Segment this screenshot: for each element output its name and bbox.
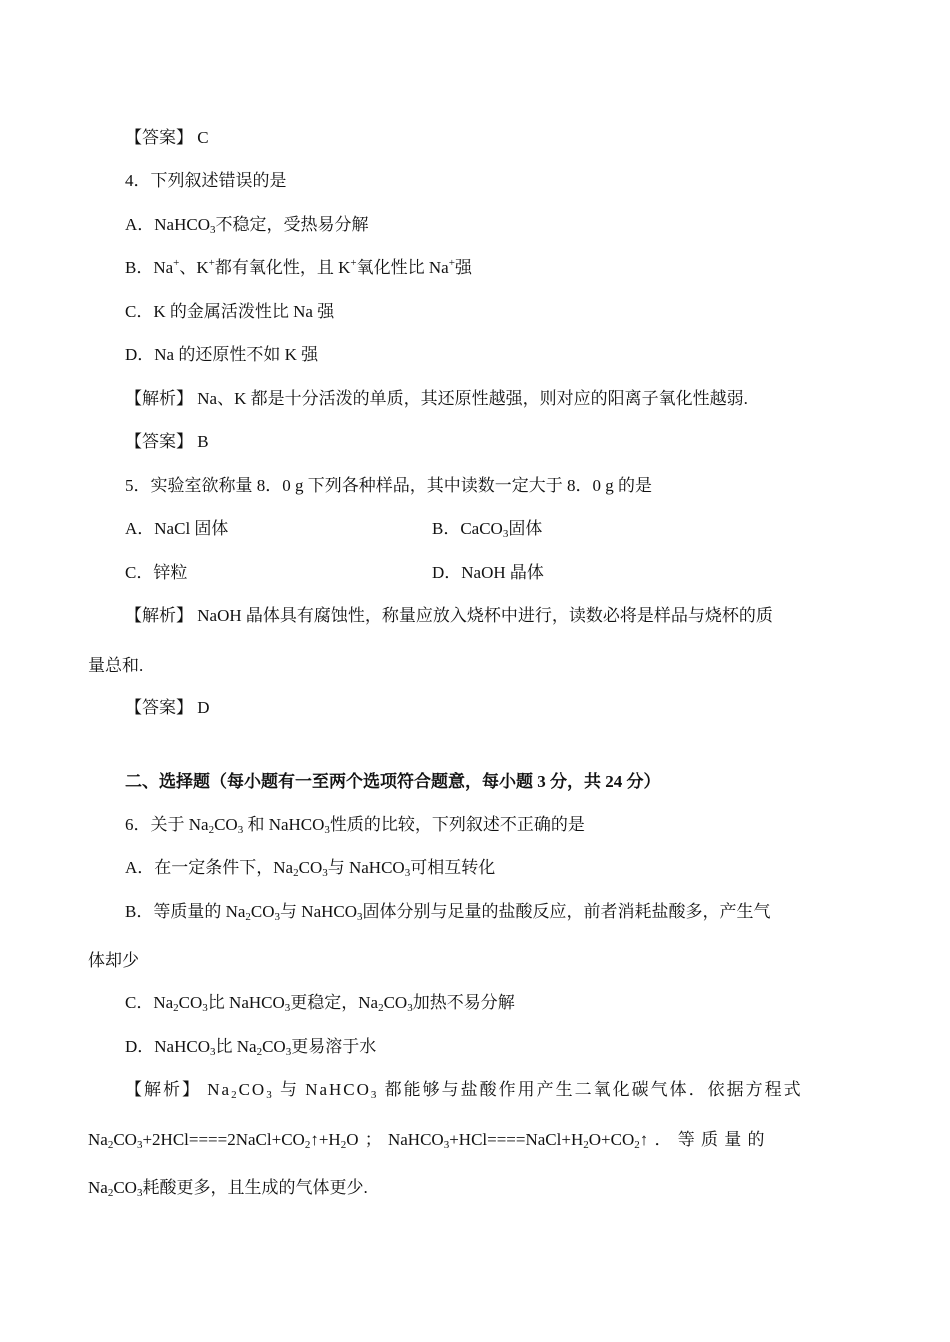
q5-option-b: B．CaCO$_3$固体 <box>432 519 543 540</box>
q5-stem: 5．实验室欲称量 8．0 g 下列各种样品，其中读数一定大于 8．0 g 的是 <box>125 476 652 495</box>
q6-analysis-line2: $Na_2CO_3+2HCl====2NaCl+CO_2↑+H_2O$ ； $NaHCO_3+HCl====NaCl+H_2O+CO_2↑$ ． 等 质 量 的 <box>88 1130 765 1151</box>
q4-option-a: A．NaHCO$_3$不稳定，受热易分解 <box>125 215 369 236</box>
q4-analysis: 【解析】 Na、K 都是十分活泼的单质，其还原性越强，则对应的阳离子氧化性越弱. <box>125 389 748 408</box>
q6-option-b-line2: 体却少 <box>88 951 139 970</box>
q6-option-c: C．$Na_2CO_3$比 NaHCO$_3$更稳定，$Na_2CO_3$加热不易分解 <box>125 993 515 1014</box>
q6-stem: 6．关于 $Na_2CO_3$ 和 NaHCO$_3$性质的比较，下列叙述不正确的是 <box>125 815 585 836</box>
q4-option-b: B．Na+、K+都有氧化性，且 K+氧化性比 Na+强 <box>125 257 472 277</box>
section-heading: 二、选择题（每小题有一至两个选项符合题意，每小题 3 分，共 24 分） <box>125 772 661 791</box>
q5-option-c: C．锌粒 <box>125 563 188 582</box>
q4-option-c: C．K 的金属活泼性比 Na 强 <box>125 302 335 321</box>
q5-analysis-line2: 量总和. <box>88 656 144 675</box>
q5-answer: 【答案】 D <box>125 698 210 717</box>
q4-option-d: D．Na 的还原性不如 K 强 <box>125 345 319 364</box>
q4-stem: 4．下列叙述错误的是 <box>125 171 287 190</box>
q5-option-d: D．NaOH 晶体 <box>432 563 544 582</box>
q6-option-a: A．在一定条件下，$Na_2CO_3$与 NaHCO$_3$可相互转化 <box>125 858 496 879</box>
q4-answer: 【答案】 B <box>125 432 209 451</box>
q6-option-b-line1: B．等质量的 $Na_2CO_3$与 NaHCO$_3$固体分别与足量的盐酸反应，前者消耗盐酸多，产生气 <box>125 902 771 923</box>
q5-analysis-line1: 【解析】 NaOH 晶体具有腐蚀性，称量应放入烧杯中进行，读数必将是样品与烧杯的质 <box>125 606 773 625</box>
q6-option-d: D．NaHCO$_3$比 $Na_2CO_3$更易溶于水 <box>125 1037 377 1058</box>
q6-analysis-line3: $Na_2CO_3$耗酸更多，且生成的气体更少. <box>88 1178 368 1199</box>
q3-answer: 【答案】 C <box>125 128 209 147</box>
q5-option-a: A．NaCl 固体 <box>125 519 229 538</box>
q6-analysis-line1: 【解析】 $Na_2CO_3$ 与 NaHCO$_3$ 都能够与盐酸作用产生二氧化碳气体．依据方程式 <box>125 1080 803 1101</box>
